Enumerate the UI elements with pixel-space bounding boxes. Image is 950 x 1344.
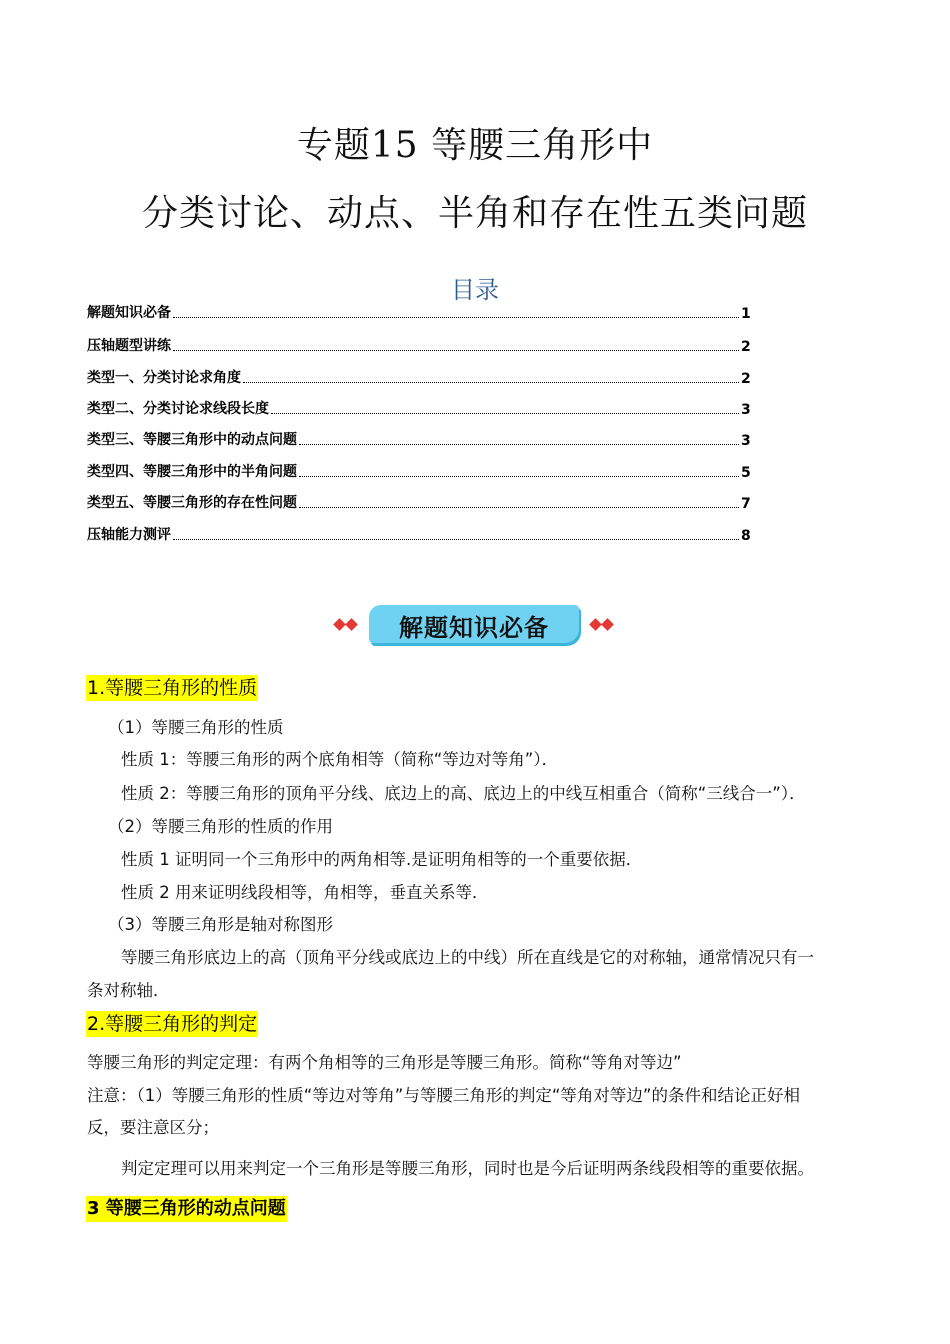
diamond-icon (333, 618, 346, 631)
toc-leader (299, 443, 739, 445)
toc-heading: 目录 (451, 276, 499, 304)
paragraph: 条对称轴． (87, 981, 170, 1000)
paragraph: 等腰三角形的判定定理：有两个角相等的三角形是等腰三角形。简称“等角对等边” (87, 1053, 682, 1072)
section-heading: 1.等腰三角形的性质 (87, 677, 258, 699)
paragraph: 性质 2 用来证明线段相等，角相等，垂直关系等． (121, 883, 489, 902)
banner-pill (369, 605, 579, 643)
toc-entry-label: 压轴题型讲练 (87, 338, 171, 354)
toc-entry[interactable] (87, 396, 749, 418)
toc-entry-label: 压轴能力测评 (87, 527, 171, 543)
subheading: （3）等腰三角形是轴对称图形 (108, 915, 333, 934)
paragraph: 等腰三角形底边上的高（顶角平分线或底边上的中线）所在直线是它的对称轴，通常情况只有一 (121, 948, 814, 967)
diamond-icon (589, 618, 602, 631)
toc-entry-page: 1 (741, 306, 751, 322)
banner-label: 解题知识必备 (399, 614, 549, 642)
toc-entry-page: 3 (741, 433, 751, 449)
paragraph: 注意：（1）等腰三角形的性质“等边对等角”与等腰三角形的判定“等角对等边”的条件和结论正好相 (87, 1086, 800, 1105)
toc-leader (173, 538, 739, 540)
toc-entry-label: 类型四、等腰三角形中的半角问题 (87, 464, 297, 480)
toc-leader (271, 412, 739, 414)
toc-entry-page: 2 (741, 339, 751, 355)
toc-entry-label: 类型二、分类讨论求线段长度 (87, 401, 269, 417)
paragraph: 反，要注意区分； (87, 1118, 219, 1137)
section-heading: 3 等腰三角形的动点问题 (86, 1196, 287, 1222)
subheading: （2）等腰三角形的性质的作用 (108, 817, 333, 836)
diamond-icon (345, 618, 358, 631)
paragraph: 判定定理可以用来判定一个三角形是等腰三角形，同时也是今后证明两条线段相等的重要依据。 (121, 1159, 814, 1178)
toc-entry[interactable] (87, 459, 749, 481)
toc-entry-page: 8 (741, 528, 751, 544)
toc-entry[interactable] (87, 522, 749, 544)
toc-leader (299, 506, 739, 508)
toc-entry[interactable] (87, 300, 749, 322)
toc-entry-label: 类型五、等腰三角形的存在性问题 (87, 495, 297, 511)
toc-entry[interactable] (87, 427, 749, 449)
toc-leader (299, 475, 739, 477)
toc-entry[interactable] (87, 365, 749, 387)
title-line-1: 专题15 等腰三角形中 (296, 125, 654, 166)
diamond-icon (601, 618, 614, 631)
toc-leader (173, 316, 739, 318)
toc-entry-label: 类型一、分类讨论求角度 (87, 370, 241, 386)
paragraph: 性质 2：等腰三角形的顶角平分线、底边上的高、底边上的中线互相重合（简称“三线合一”）． (121, 784, 806, 803)
toc-entry-page: 5 (741, 465, 751, 481)
toc-entry-page: 3 (741, 402, 751, 418)
toc-entry-page: 2 (741, 371, 751, 387)
paragraph: 性质 1：等腰三角形的两个底角相等（简称“等边对等角”）． (121, 750, 559, 769)
subheading: （1）等腰三角形的性质 (108, 718, 284, 737)
section-banner (333, 601, 617, 647)
toc-entry-page: 7 (741, 496, 751, 512)
toc-leader (243, 381, 739, 383)
toc-entry[interactable] (87, 490, 749, 512)
paragraph: 性质 1 证明同一个三角形中的两角相等.是证明角相等的一个重要依据． (121, 850, 643, 869)
toc-entry-label: 解题知识必备 (87, 305, 171, 321)
section-heading: 2.等腰三角形的判定 (87, 1013, 258, 1035)
toc-entry[interactable] (87, 333, 749, 355)
title-line-2: 分类讨论、动点、半角和存在性五类问题 (141, 193, 808, 234)
toc-leader (173, 349, 739, 351)
toc-entry-label: 类型三、等腰三角形中的动点问题 (87, 432, 297, 448)
